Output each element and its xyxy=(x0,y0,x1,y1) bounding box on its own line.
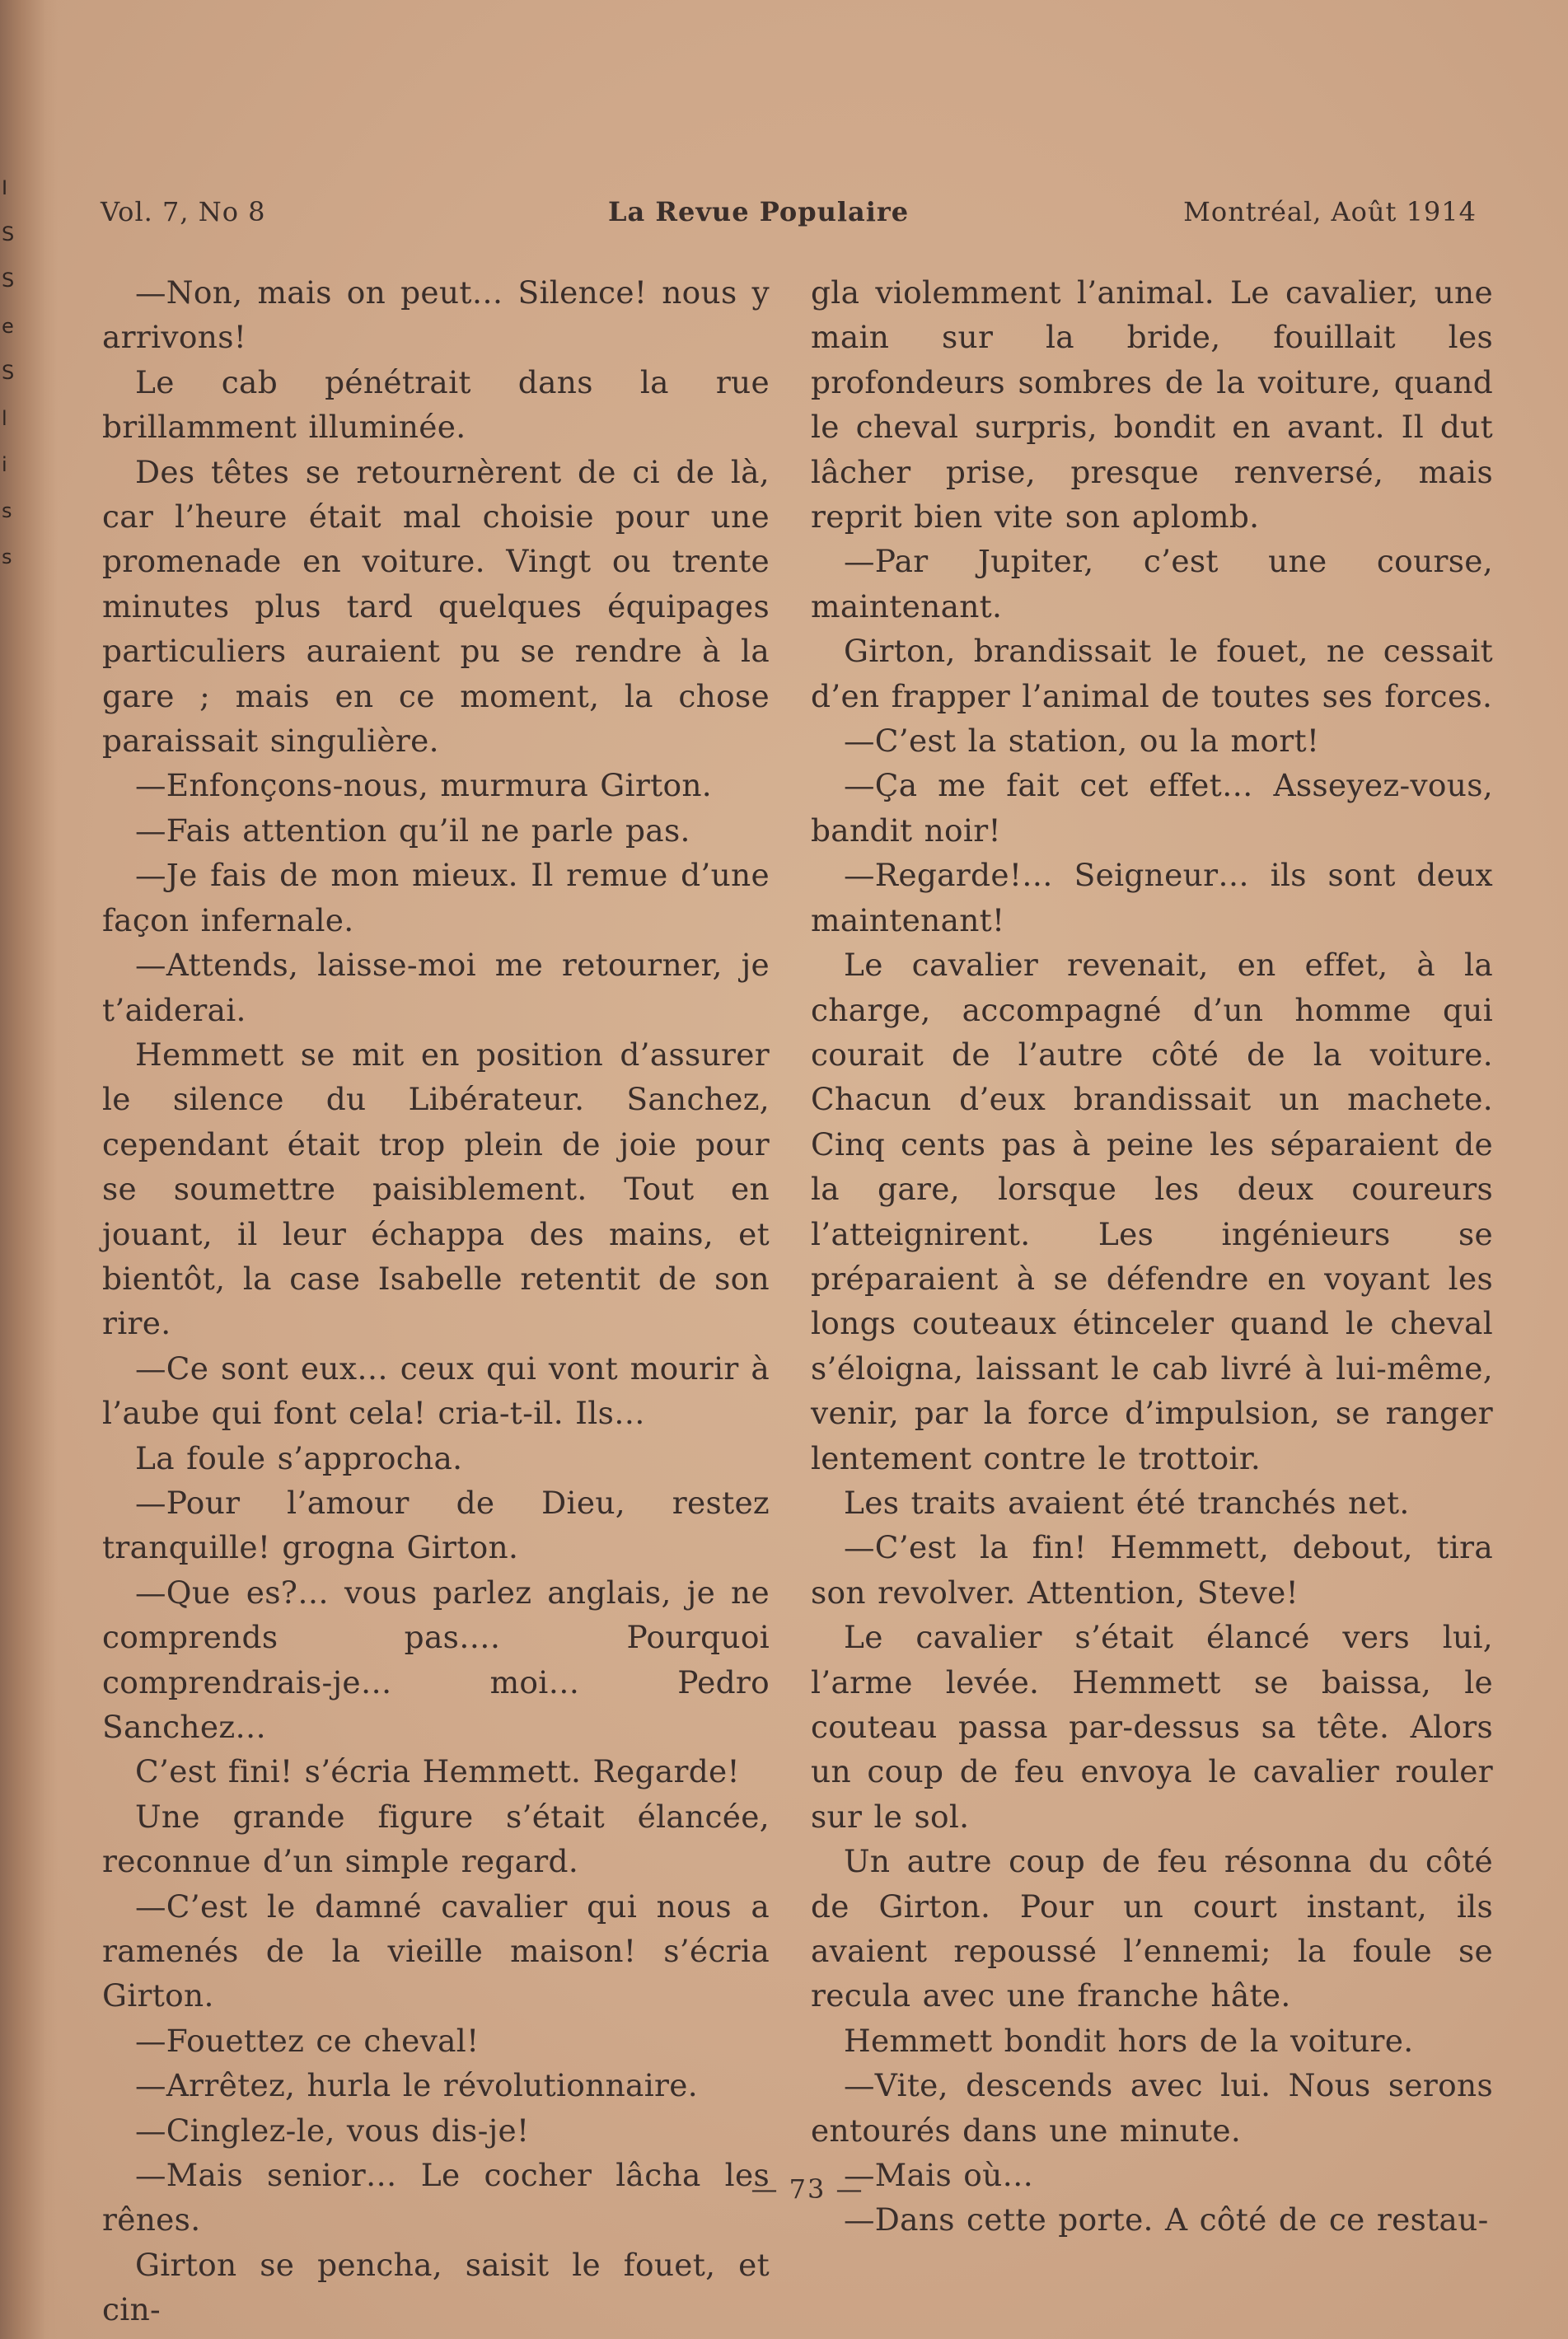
left-column xyxy=(102,270,770,2332)
paragraph: —Enfonçons-nous, murmura Girton. xyxy=(135,767,712,804)
paragraph: —Mais senior… Le cocher lâcha les rênes. xyxy=(102,2157,770,2238)
paragraph: —Arrêtez, hurla le révolutionnaire. xyxy=(135,2067,698,2104)
paragraph: —Fais attention qu’il ne parle pas. xyxy=(135,812,690,849)
paragraph: Hemmett se mit en position d’assurer le silence du Libérateur. Sanchez, cependant était trop plein de joie pour se soumettre paisiblement. Tout en jouant, il leur échappa des mains, et bientôt, la case Isabelle retentit de son rire. xyxy=(102,1036,770,1342)
paragraph: Hemmett bondit hors de la voiture. xyxy=(844,2022,1414,2059)
gutter-mark: l xyxy=(2,407,7,430)
paragraph: —Non, mais on peut… Silence! nous y arrivons! xyxy=(102,274,770,356)
paragraph: —Dans cette porte. A côté de ce restau- xyxy=(844,2201,1489,2238)
paragraph: Le cab pénétrait dans la rue brillamment illuminée. xyxy=(102,363,770,446)
gutter-mark: I xyxy=(2,176,8,199)
gutter-mark: e xyxy=(2,315,14,338)
paragraph: —Attends, laisse-moi me retourner, je t’aiderai. xyxy=(102,947,770,1028)
paragraph: —Cinglez-le, vous dis-je! xyxy=(135,2112,530,2149)
page-number: — 73 — xyxy=(751,2173,864,2205)
paragraph: Le cavalier s’était élancé vers lui, l’arme levée. Hemmett se baissa, le couteau passa par-dessus sa tête. Alors un coup de feu envoya le cavalier rouler sur le sol. xyxy=(811,1619,1493,1835)
binding-gutter xyxy=(0,0,58,2339)
paragraph: —Fouettez ce cheval! xyxy=(135,2022,480,2059)
paragraph: C’est fini! s’écria Hemmett. Regarde! xyxy=(135,1753,740,1790)
paragraph: La foule s’approcha. xyxy=(135,1439,463,1476)
paragraph: —C’est la fin! Hemmett, debout, tira son revolver. Attention, Steve! xyxy=(811,1529,1493,1611)
gutter-mark: s xyxy=(2,499,12,522)
paragraph: Les traits avaient été tranchés net. xyxy=(844,1484,1410,1521)
paragraph-continued: gla violemment l’animal. Le cavalier, une main sur la bride, fouillait les profondeurs sombres de la voiture, quand le cheval surpris, bondit en avant. Il dut lâcher prise, presque renversé, mais reprit bien vite son aplomb. xyxy=(811,274,1493,536)
paragraph: —Regarde!… Seigneur… ils sont deux maintenant! xyxy=(811,857,1493,938)
gutter-mark: i xyxy=(2,453,7,476)
paragraph: Girton se pencha, saisit le fouet, et cin- xyxy=(102,2246,770,2328)
paragraph: —Je fais de mon mieux. Il remue d’une façon infernale. xyxy=(102,857,770,938)
publication-title: La Revue Populaire xyxy=(608,196,910,227)
paragraph: —C’est la station, ou la mort! xyxy=(844,723,1320,760)
gutter-mark: s xyxy=(2,545,12,568)
paragraph: —Pour l’amour de Dieu, restez tranquille! grogna Girton. xyxy=(102,1484,770,1566)
running-header xyxy=(101,196,1477,236)
paragraph: —Mais où… xyxy=(844,2157,1034,2194)
paragraph: —Ça me fait cet effet… Asseyez-vous, bandit noir! xyxy=(811,767,1493,849)
paragraph: —Ce sont eux… ceux qui vont mourir à l’aube qui font cela! cria-t-il. Ils… xyxy=(102,1350,770,1432)
paragraph: —C’est le damné cavalier qui nous a ramenés de la vieille maison! s’écria Girton. xyxy=(102,1888,770,2014)
paragraph: Girton, brandissait le fouet, ne cessait d’en frapper l’animal de toutes ses forces. xyxy=(811,633,1493,714)
volume-number: Vol. 7, No 8 xyxy=(101,196,266,227)
paragraph: Des têtes se retournèrent de ci de là, car l’heure était mal choisie pour une promenade en voiture. Vingt ou trente minutes plus tard quelques équipages particuliers auraient pu se rendre à la gare ; mais en ce moment, la chose paraissait singulière. xyxy=(102,453,770,760)
paragraph: —Vite, descends avec lui. Nous serons entourés dans une minute. xyxy=(811,2067,1493,2149)
gutter-bleed-letters xyxy=(2,165,18,580)
gutter-mark: S xyxy=(2,361,15,384)
gutter-mark: S xyxy=(2,269,15,292)
paragraph: —Que es?… vous parlez anglais, je ne comprends pas…. Pourquoi comprendrais-je… moi… Pedro Sanchez… xyxy=(102,1574,770,1745)
paragraph: —Par Jupiter, c’est une course, maintenant. xyxy=(811,543,1493,625)
paragraph: Une grande figure s’était élancée, reconnue d’un simple regard. xyxy=(102,1798,770,1880)
issue-date: Montréal, Août 1914 xyxy=(1183,196,1477,227)
paragraph: Un autre coup de feu résonna du côté de Girton. Pour un court instant, ils avaient repoussé l’ennemi; la foule se recula avec une franche hâte. xyxy=(811,1843,1493,2014)
gutter-mark: S xyxy=(2,222,15,246)
right-column xyxy=(811,270,1493,2243)
paragraph: Le cavalier revenait, en effet, à la charge, accompagné d’un homme qui courait de l’autre côté de la voiture. Chacun d’eux brandissait un machete. Cinq cents pas à peine les séparaient de la gare, lorsque les deux coureurs l’atteignirent. Les ingénieurs se préparaient à se défendre en voyant les longs couteaux étinceler quand le cheval s’éloigna, laissant le cab livré à lui-même, venir, par la force d’impulsion, se ranger lentement contre le trottoir. xyxy=(811,947,1493,1476)
